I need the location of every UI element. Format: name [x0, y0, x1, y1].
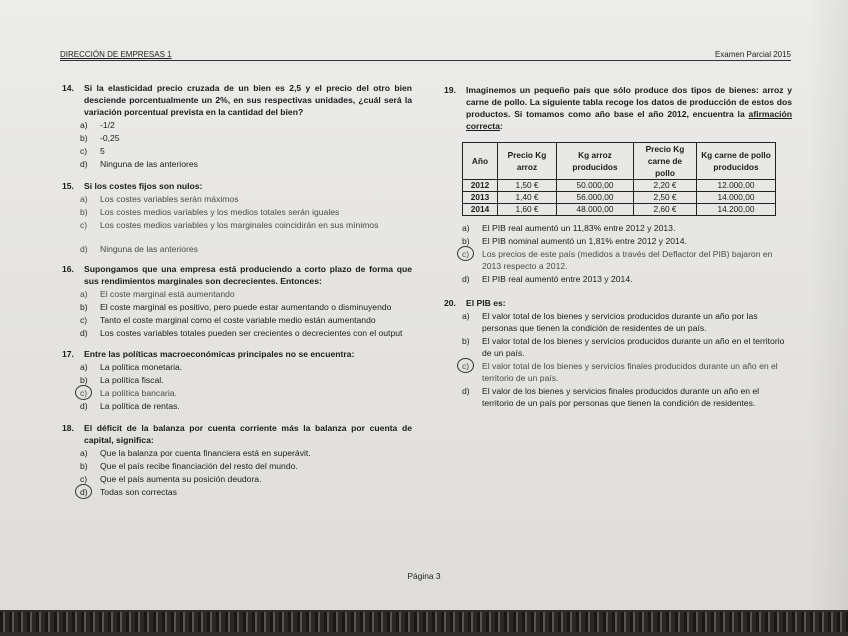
- table-header: Kg carne de pollo producidos: [697, 143, 776, 180]
- question-number: 14.: [62, 83, 74, 93]
- option-d-circled: d) Todas son correctas: [80, 486, 412, 498]
- left-column: [62, 82, 412, 499]
- option-b: b) El coste marginal es positivo, pero puede estar aumentando o disminuyendo: [80, 302, 392, 312]
- question-20: [444, 297, 792, 409]
- option-b: b) Que el país recibe financiación del resto del mundo.: [80, 461, 298, 471]
- question-14: [62, 82, 412, 170]
- question-15: [62, 180, 412, 255]
- production-table: [462, 142, 776, 216]
- question-number: 17.: [62, 349, 74, 359]
- option-d: d) El valor de los bienes y servicios finales producidos durante un año en el territorio de un país por personas que tienen la condición de residentes.: [462, 386, 760, 408]
- option-c: c) Que el país aumenta su posición deudora.: [80, 474, 262, 484]
- table-row: 2012 1,50 € 50.000,00 2,20 € 12.000,00: [463, 180, 776, 192]
- question-text: Imaginemos un pequeño país que sólo produce dos tipos de bienes: arroz y carne de pollo. La siguiente tabla recoge los datos de producción de estos dos productos. Si tomamos como año base el año 2012, encuentra la: [466, 85, 792, 119]
- option-c: c) Tanto el coste marginal como el coste variable medio están aumentando: [80, 315, 376, 325]
- option-a: a) Los costes variables serán máximos: [80, 194, 239, 204]
- option-a: a) -1/2: [80, 120, 115, 130]
- exam-title: Examen Parcial 2015: [714, 50, 791, 59]
- question-19: 19. Imaginemos un pequeño país que sólo produce dos tipos de bienes: arroz y carne de pollo. La siguiente tabla recoge los datos de producción de estos dos productos. Si tomamos como año base el año 2012, encuentra la afirmación correcta: Año Precio Kg arroz Kg arroz producidos Precio Kg carne de pollo Kg carne de pollo producidos 2012 1,50 € 50.000,00 2,20 € 12.000,00 2013 1,40 € 56.000,00 2,50 € 14.000,00 2014 1,60 € 48.000,00 2,60 € 14.200,00 a) El PIB real aumentó un 11,83% entre 2012 y 2013. b) El PIB nominal aumentó un 1,81% entre 2012 y 2014. c) Los precios de este país (medidos a través del Deflactor del PIB) bajaron en 2013 respecto a 2012. d) El PIB real aumentó entre 2013 y 2014.: [444, 85, 793, 284]
- option-b: b) -0,25: [80, 133, 120, 143]
- table-row: 2014 1,60 € 48.000,00 2,60 € 14.200,00: [463, 204, 776, 216]
- page-number: Página 3: [407, 571, 441, 581]
- option-c-circled: c) La política bancaria.: [80, 387, 412, 399]
- question-text: Si la elasticidad precio cruzada de un bien es 2,5 y el precio del otro bien desciende porcentualmente un 2%, en sus respectivas unidades, ¿cuál será la variación porcentual prevista en la cantidad del bien?: [84, 83, 412, 117]
- option-a: a) La política monetaria.: [80, 362, 183, 372]
- option-a: a) Que la balanza por cuenta financiera está en superávit.: [80, 448, 311, 458]
- table-header-row: [463, 143, 776, 180]
- question-number: 20.: [444, 298, 456, 308]
- question-16: [62, 263, 412, 339]
- question-text: Supongamos que una empresa está produciendo a corto plazo de forma que sus rendimientos marginales son decrecientes. Entonces:: [84, 264, 412, 286]
- handwritten-circle-mark: [75, 484, 92, 499]
- option-a: a) El coste marginal está aumentando: [80, 289, 235, 299]
- question-17: [62, 348, 412, 412]
- handwritten-circle-mark: [75, 385, 92, 400]
- question-number: 16.: [62, 264, 74, 274]
- option-c-circled: c) Los precios de este país (medidos a través del Deflactor del PIB) bajaron en 2013 respecto a 2012.: [462, 248, 792, 272]
- option-c-circled: c) El valor total de los bienes y servicios finales producidos durante un año en el territorio de un país.: [462, 360, 792, 384]
- option-b: b) La política fiscal.: [80, 375, 164, 385]
- right-column: [444, 84, 792, 410]
- question-number: 15.: [62, 181, 74, 191]
- question-number: 19.: [444, 85, 456, 95]
- option-a: a) El PIB real aumentó un 11,83% entre 2012 y 2013.: [462, 223, 676, 233]
- option-c: c) 5: [80, 146, 105, 156]
- option-d: d) Los costes variables totales pueden ser crecientes o decrecientes con el output: [80, 328, 403, 338]
- table-header: Precio Kg carne de pollo: [634, 143, 697, 180]
- question-text: El PIB es:: [466, 298, 506, 308]
- table-header: Precio Kg arroz: [498, 143, 557, 180]
- option-a: a) El valor total de los bienes y servicios producidos durante un año por las personas que tienen la condición de residentes de un país.: [462, 311, 758, 333]
- question-number: 18.: [62, 423, 74, 433]
- handwritten-circle-mark: [457, 358, 474, 373]
- option-b: b) El valor total de los bienes y servicios producidos durante un año en el territorio de un país.: [462, 336, 785, 358]
- table-header: Año: [463, 143, 498, 180]
- question-text: Entre las políticas macroeconómicas principales no se encuentra:: [84, 349, 355, 359]
- question-18: [62, 422, 412, 498]
- spiral-rings: [0, 612, 848, 632]
- header-divider: [60, 60, 791, 61]
- option-b: b) El PIB nominal aumentó un 1,81% entre 2012 y 2014.: [462, 236, 687, 246]
- table-header: Kg arroz producidos: [557, 143, 634, 180]
- option-d: d) Ninguna de las anteriores: [80, 159, 198, 169]
- table-row: 2013 1,40 € 56.000,00 2,50 € 14.000,00: [463, 192, 776, 204]
- course-title: DIRECCIÓN DE EMPRESAS 1: [60, 50, 172, 59]
- option-b: b) Los costes medios variables y los medios totales serán iguales: [80, 207, 340, 217]
- option-d: d) Ninguna de las anteriores: [80, 244, 198, 254]
- option-d: d) El PIB real aumentó entre 2013 y 2014.: [462, 274, 633, 284]
- question-text-emphasis: afirmación correcta: [466, 109, 793, 131]
- handwritten-circle-mark: [457, 246, 474, 261]
- option-c: c) Los costes medios variables y los marginales coincidirán en sus mínimos: [80, 220, 379, 230]
- question-text: Si los costes fijos son nulos:: [84, 181, 203, 191]
- option-d: d) La política de rentas.: [80, 401, 180, 411]
- question-text: El déficit de la balanza por cuenta corriente más la balanza por cuenta de capital, significa:: [84, 423, 412, 445]
